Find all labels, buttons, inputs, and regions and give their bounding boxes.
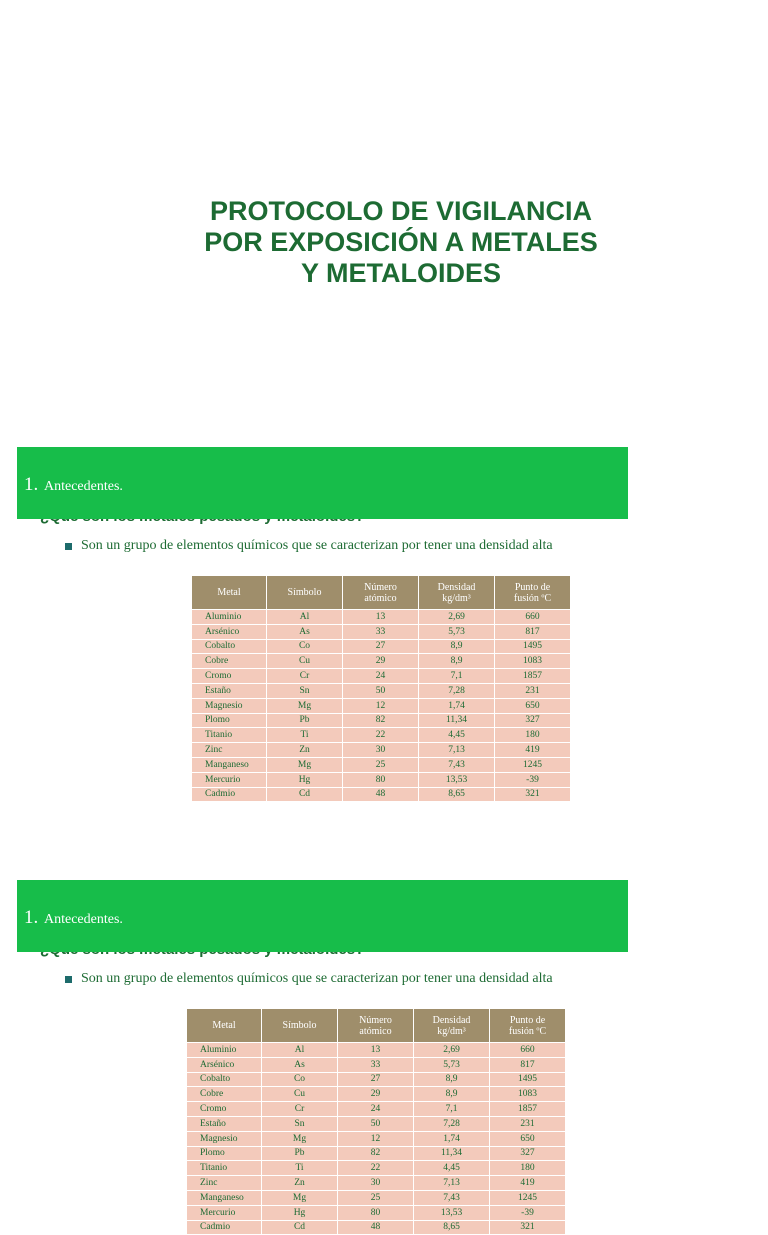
table-row xyxy=(192,624,571,639)
cell-simbolo: Co xyxy=(267,639,343,654)
cell-numero: 27 xyxy=(338,1072,414,1087)
cell-simbolo: Co xyxy=(262,1072,338,1087)
cell-metal: Cromo xyxy=(192,669,267,684)
cell-metal: Mercurio xyxy=(192,772,267,787)
cell-numero: 13 xyxy=(338,1043,414,1058)
cell-numero: 48 xyxy=(338,1220,414,1235)
cell-punto: 231 xyxy=(490,1116,566,1131)
cell-punto: 231 xyxy=(495,683,571,698)
bullet-text: Son un grupo de elementos químicos que se caracterizan por tener una densidad alta xyxy=(81,538,553,553)
table-row xyxy=(187,1220,566,1235)
table-row xyxy=(192,683,571,698)
cell-numero: 22 xyxy=(343,728,419,743)
cell-metal: Zinc xyxy=(192,743,267,758)
table-row xyxy=(192,772,571,787)
cell-simbolo: Sn xyxy=(262,1116,338,1131)
cell-punto: 650 xyxy=(490,1131,566,1146)
cell-numero: 50 xyxy=(343,683,419,698)
cell-simbolo: Zn xyxy=(267,743,343,758)
cell-densidad: 7,43 xyxy=(414,1190,490,1205)
section-number: 1. xyxy=(24,474,39,495)
cell-punto: 321 xyxy=(490,1220,566,1235)
cell-densidad: 7,13 xyxy=(419,743,495,758)
table-row xyxy=(192,713,571,728)
cell-numero: 80 xyxy=(338,1205,414,1220)
table-row xyxy=(192,743,571,758)
cell-densidad: 7,1 xyxy=(419,669,495,684)
cell-simbolo: Mg xyxy=(262,1131,338,1146)
bullet-item xyxy=(65,538,553,554)
cell-numero: 33 xyxy=(338,1057,414,1072)
cell-punto: 650 xyxy=(495,698,571,713)
document-title xyxy=(160,196,642,289)
cell-metal: Plomo xyxy=(192,713,267,728)
cell-metal: Plomo xyxy=(187,1146,262,1161)
cell-simbolo: Cd xyxy=(262,1220,338,1235)
cell-simbolo: Cu xyxy=(262,1087,338,1102)
header-punto-fusion: Punto de fusión ºC xyxy=(490,1009,566,1043)
cell-numero: 30 xyxy=(343,743,419,758)
cell-metal: Magnesio xyxy=(192,698,267,713)
cell-densidad: 4,45 xyxy=(414,1161,490,1176)
table-row xyxy=(187,1131,566,1146)
cell-metal: Estaño xyxy=(187,1116,262,1131)
cell-densidad: 8,9 xyxy=(414,1087,490,1102)
cell-simbolo: Mg xyxy=(262,1190,338,1205)
cell-punto: 419 xyxy=(490,1176,566,1191)
cell-metal: Cadmio xyxy=(192,787,267,802)
metals-table xyxy=(186,1008,566,1235)
cell-numero: 80 xyxy=(343,772,419,787)
cell-numero: 50 xyxy=(338,1116,414,1131)
cell-metal: Estaño xyxy=(192,683,267,698)
cell-densidad: 8,65 xyxy=(419,787,495,802)
cell-metal: Cobalto xyxy=(187,1072,262,1087)
table-row xyxy=(192,698,571,713)
table-row xyxy=(187,1087,566,1102)
cell-metal: Cromo xyxy=(187,1102,262,1117)
cell-numero: 13 xyxy=(343,610,419,625)
cell-punto: -39 xyxy=(495,772,571,787)
cell-metal: Cadmio xyxy=(187,1220,262,1235)
cell-densidad: 7,43 xyxy=(419,757,495,772)
cell-simbolo: Cd xyxy=(267,787,343,802)
header-numero-atomico: Número atómico xyxy=(338,1009,414,1043)
table-header-row xyxy=(192,576,571,610)
cell-punto: 180 xyxy=(490,1161,566,1176)
cell-densidad: 8,9 xyxy=(414,1072,490,1087)
table-row xyxy=(187,1176,566,1191)
cell-simbolo: Cr xyxy=(267,669,343,684)
section-number: 1. xyxy=(24,907,39,928)
cell-numero: 29 xyxy=(343,654,419,669)
section-heading: Antecedentes. xyxy=(44,479,123,494)
cell-punto: 1495 xyxy=(490,1072,566,1087)
cell-numero: 24 xyxy=(338,1102,414,1117)
cell-punto: 1083 xyxy=(495,654,571,669)
cell-punto: 1857 xyxy=(490,1102,566,1117)
table-row xyxy=(192,757,571,772)
slide-antecedentes-2 xyxy=(0,880,768,1233)
cell-metal: Cobalto xyxy=(192,639,267,654)
cell-punto: -39 xyxy=(490,1205,566,1220)
cell-numero: 25 xyxy=(338,1190,414,1205)
header-densidad: Densidad kg/dm³ xyxy=(419,576,495,610)
cell-metal: Magnesio xyxy=(187,1131,262,1146)
cell-simbolo: Pb xyxy=(267,713,343,728)
cell-densidad: 8,9 xyxy=(419,654,495,669)
header-metal: Metal xyxy=(187,1009,262,1043)
cell-numero: 82 xyxy=(343,713,419,728)
cell-punto: 817 xyxy=(490,1057,566,1072)
title-line-3: Y METALOIDES xyxy=(300,258,502,288)
cell-densidad: 7,28 xyxy=(419,683,495,698)
cell-numero: 25 xyxy=(343,757,419,772)
cell-simbolo: Ti xyxy=(267,728,343,743)
table-row xyxy=(187,1072,566,1087)
metals-table xyxy=(191,575,571,802)
table-row xyxy=(192,610,571,625)
cell-numero: 12 xyxy=(338,1131,414,1146)
cell-numero: 82 xyxy=(338,1146,414,1161)
cell-simbolo: Cr xyxy=(262,1102,338,1117)
cell-simbolo: Al xyxy=(262,1043,338,1058)
cell-numero: 22 xyxy=(338,1161,414,1176)
table-row xyxy=(187,1057,566,1072)
cell-densidad: 4,45 xyxy=(419,728,495,743)
slide-antecedentes-1 xyxy=(0,447,768,887)
cell-numero: 29 xyxy=(338,1087,414,1102)
cell-metal: Aluminio xyxy=(192,610,267,625)
cell-metal: Mercurio xyxy=(187,1205,262,1220)
table-row xyxy=(192,787,571,802)
bullet-text: Son un grupo de elementos químicos que se caracterizan por tener una densidad alta xyxy=(81,971,553,986)
table-row xyxy=(192,728,571,743)
cell-metal: Zinc xyxy=(187,1176,262,1191)
cell-metal: Manganeso xyxy=(192,757,267,772)
cell-punto: 1083 xyxy=(490,1087,566,1102)
cell-simbolo: As xyxy=(267,624,343,639)
cell-simbolo: Pb xyxy=(262,1146,338,1161)
cell-punto: 1495 xyxy=(495,639,571,654)
cell-punto: 660 xyxy=(495,610,571,625)
cell-densidad: 13,53 xyxy=(414,1205,490,1220)
cell-punto: 321 xyxy=(495,787,571,802)
header-metal: Metal xyxy=(192,576,267,610)
cell-densidad: 13,53 xyxy=(419,772,495,787)
cell-densidad: 11,34 xyxy=(419,713,495,728)
cell-densidad: 7,1 xyxy=(414,1102,490,1117)
cell-densidad: 1,74 xyxy=(419,698,495,713)
header-punto-fusion: Punto de fusión ºC xyxy=(495,576,571,610)
cell-densidad: 7,13 xyxy=(414,1176,490,1191)
cell-simbolo: Mg xyxy=(267,757,343,772)
cell-densidad: 1,74 xyxy=(414,1131,490,1146)
section-banner xyxy=(17,880,628,952)
cell-metal: Arsénico xyxy=(192,624,267,639)
header-simbolo: Símbolo xyxy=(262,1009,338,1043)
table-row xyxy=(187,1043,566,1058)
cell-metal: Arsénico xyxy=(187,1057,262,1072)
cell-simbolo: Zn xyxy=(262,1176,338,1191)
cell-simbolo: Cu xyxy=(267,654,343,669)
cell-metal: Manganeso xyxy=(187,1190,262,1205)
table-row xyxy=(192,669,571,684)
cell-numero: 12 xyxy=(343,698,419,713)
cell-densidad: 8,65 xyxy=(414,1220,490,1235)
table-header-row xyxy=(187,1009,566,1043)
header-numero-atomico: Número atómico xyxy=(343,576,419,610)
cell-metal: Titanio xyxy=(192,728,267,743)
cell-punto: 327 xyxy=(490,1146,566,1161)
cell-punto: 1245 xyxy=(490,1190,566,1205)
cell-densidad: 5,73 xyxy=(414,1057,490,1072)
cell-numero: 24 xyxy=(343,669,419,684)
table-row xyxy=(187,1146,566,1161)
table-row xyxy=(187,1190,566,1205)
title-line-2: POR EXPOSICIÓN A METALES xyxy=(204,227,598,257)
square-bullet-icon xyxy=(65,976,72,983)
cell-punto: 327 xyxy=(495,713,571,728)
cell-punto: 1857 xyxy=(495,669,571,684)
cell-simbolo: Al xyxy=(267,610,343,625)
table-row xyxy=(192,639,571,654)
cell-punto: 419 xyxy=(495,743,571,758)
cell-metal: Titanio xyxy=(187,1161,262,1176)
cell-punto: 660 xyxy=(490,1043,566,1058)
cell-simbolo: Hg xyxy=(267,772,343,787)
section-heading: Antecedentes. xyxy=(44,912,123,927)
cell-simbolo: Mg xyxy=(267,698,343,713)
cell-simbolo: Ti xyxy=(262,1161,338,1176)
table-row xyxy=(187,1205,566,1220)
section-banner xyxy=(17,447,628,519)
cell-densidad: 2,69 xyxy=(419,610,495,625)
cell-metal: Cobre xyxy=(192,654,267,669)
header-densidad: Densidad kg/dm³ xyxy=(414,1009,490,1043)
cell-punto: 180 xyxy=(495,728,571,743)
cell-simbolo: As xyxy=(262,1057,338,1072)
table-row xyxy=(187,1116,566,1131)
cell-densidad: 2,69 xyxy=(414,1043,490,1058)
cell-numero: 48 xyxy=(343,787,419,802)
cell-densidad: 5,73 xyxy=(419,624,495,639)
cell-densidad: 11,34 xyxy=(414,1146,490,1161)
cell-numero: 30 xyxy=(338,1176,414,1191)
cell-numero: 33 xyxy=(343,624,419,639)
cell-simbolo: Hg xyxy=(262,1205,338,1220)
cell-punto: 817 xyxy=(495,624,571,639)
title-line-1: PROTOCOLO DE VIGILANCIA xyxy=(209,196,593,226)
bullet-item xyxy=(65,971,553,987)
cell-densidad: 8,9 xyxy=(419,639,495,654)
cell-simbolo: Sn xyxy=(267,683,343,698)
cell-metal: Cobre xyxy=(187,1087,262,1102)
cell-numero: 27 xyxy=(343,639,419,654)
cell-punto: 1245 xyxy=(495,757,571,772)
table-row xyxy=(187,1102,566,1117)
cell-metal: Aluminio xyxy=(187,1043,262,1058)
header-simbolo: Símbolo xyxy=(267,576,343,610)
table-row xyxy=(187,1161,566,1176)
table-row xyxy=(192,654,571,669)
square-bullet-icon xyxy=(65,543,72,550)
cell-densidad: 7,28 xyxy=(414,1116,490,1131)
